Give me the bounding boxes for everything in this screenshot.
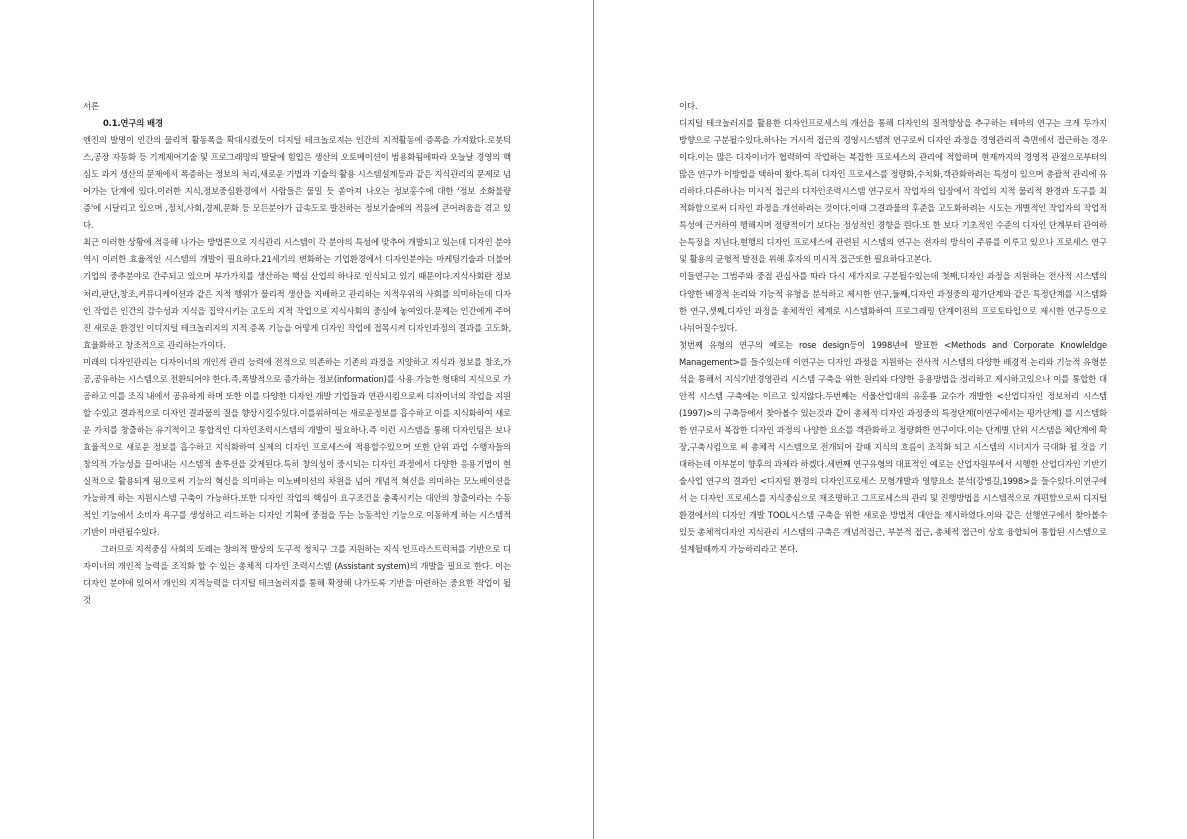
paragraph: 엔진의 발명이 인간의 물리적 활동폭을 확대시켰듯이 디지털 테크놀로지는 인간의 지적활동에 증폭을 가져왔다.로봇틱스,공장 자동화 등 기계제어기술 및 프로그래밍의 발달에 힘입은 생산의 오토메이션이 범용화됨에따라 오늘날 경영의 핵심도 과거 생산의 문제에서 폭증하는 정보의 처리,새로운 기법과 기술의 활용 시스템설계등과 같은 지식관리의 문제로 넘어가는 단계에 있다.이러한 지식,정보중심환경에서 사람들은 물밀 듯 쏟아져 나오는 정보홍수에 대한 '정보 소화불량증'에 시달리고 있으며 ,정치,사회,경제,문화 등 모든분야가 급속도로 발전하는 정보기술에의 적응에 큰어려움을 겪고 있다.: [83, 135, 511, 231]
paragraph: 그러므로 지적중심 사회의 도래는 창의적 발상의 도구적 정치구 그를 지원하는 지식 인프라스트럭쳐를 기반으로 디자이너의 개인적 능력을 조직화 할 수 있는 총체적 디자인 조력시스템 (Assistant system)의 개발을 필요로 한다. 이는 디자인 분야에 있어서 개인의 지적능력을 디지털 테크놀러지를 통해 확장해 나가도록 기반을 마련하는 중요한 작업이 될것: [83, 544, 511, 606]
paragraph: 최근 이러한 상황에 적응해 나가는 방법론으로 지식관리 시스템이 각 분야의 특성에 맞추어 개발되고 있는데 디자인 분야 역시 이러한 효율적인 시스템의 개발이 필요하다.21세기의 변화하는 기업환경에서 디자인분야는 마케팅기술과 더불어 기업의 중추분야로 간주되고 있으며 부가가치를 생산하는 핵심 산업의 하나로 인식되고 있기 때문이다.지식사회란 정보처리,판단,창조,커뮤니케이션과 같은 지적 행위가 물리적 생산을 지배하고 관리하는 지적우위의 사회를 의미하는데 디자인 작업은 인간의 감수성과 지식을 집약시키는 고도의 지적 작업으로 지식사회의 중심에 놓여있다.문제는 인간에게 주어진 새로운 환경인 이디지털 테크놀러지의 지적 증폭 기능을 어떻게 디자인 작업에 접목시켜 디자인과정의 결과를 고도화,효율화하고 창조적으로 관리하는가이다.: [83, 237, 511, 350]
paragraph: 이다.: [679, 101, 698, 111]
right-text-column: [679, 98, 1107, 558]
paragraph: 이들연구는 그범주와 중점 관심사를 따라 다시 세가지로 구분될수있는데 첫째,디자인 과정을 지원하는 전사적 시스템의 다양한 배경적 논리와 기능적 유형을 분석하고 제시한 연구,둘째,디자인 과정중의 평가단계와 같은 특정단계를 시스템화한 연구,셋째,디자인 과정을 총체적인 체계로 시스템화하여 프로그래밍 단계이전의 프로토타입으로 제시한 연구등으로 나뉘어질수있다.: [679, 271, 1107, 333]
left-page: [0, 0, 593, 839]
paragraph: 디지털 테크놀러지를 활용한 디자인프로세스의 개선을 통해 디자인의 질적향상을 추구하는 테마의 연구는 크게 두가지 방향으로 구분될수있다.하나는 거시적 접근의 경영시스템적 연구로써 디자인 과정을 경영관리적 측면에서 접근하는 경우이다.이는 많은 디자이너가 협력하여 작업하는 복잡한 프로세스의 관리에 적합하며 현재까지의 경영적 관점으로부터의 많은 연구가 이방법을 택하여 왔다.특히 디자인 프로세스를 정량화,수치화,객관화하려는 특성이 있으며 총괄적 관리에 유리하다.다른하나는 미시적 접근의 디자인조력시스템 연구로서 작업자의 입장에서 작업의 지적 물리적 환경과 도구를 최적화함으로써 디자인 과정을 개선하려는 것이다.이때 그결과물의 후준을 고도화하려는 시도는 개별적인 작업자의 작업적 특성에 근거하여 행해지며 정량적이기 보다는 정성적인 경향을 띈다.또 한 보다 기초적인 수준의 디자인 단계부터 관여하는특징을 지닌다.현행의 디자인 프로세스에 관련된 시스템의 연구는 전자의 방식이 주류를 이루고 있으나 프로세스 연구 및 활용의 균형적 발전을 위해 후자의 미시적 접근또한 필요하다고본다.: [679, 118, 1107, 265]
left-text-column: [83, 98, 511, 609]
section-heading: 서론: [83, 101, 99, 111]
paragraph: 미래의 디자인관리는 디자이너의 개인적 관리 능력에 전적으로 의존하는 기존의 과정을 지양하고 지식과 정보를 창조,가공,공유하는 시스템으로 전환되어야 한다.즉,폭발적으로 증가하는 정보(information)를 사용 가능한 형태의 지식으로 가공하고 이를 조직 내에서 공유하게 하며 또한 이를 다양한 디자인 개발 기업들과 연관시킴으로써 디자이너의 작업을 지원할 수있고 결과적으로 디자인 결과물의 질을 향상시킬수있다.이를위하여는 새로운정보를 흡수하고 이를 지식화하여 새로운 가치를 창출하는 유기적이고 통합적인 디자인조력시스템의 개발이 필요하나.즉 이런 시스템을 통해 디자인팀은 보나 효율적으로 새로운 정보를 흡수하고 지식화하여 실제의 디자인 프로세스에 적용할수있으며 또한 단위 과업 수행자들의 창의적 가능성을 끌어내는 시스템적 솔루션을 갖게된다.특히 창의성이 중시되는 디자인 과정에서 다양한 응용기법이 현실적으로 활용되게 됨으로써 기능의 혁신을 의미하는 이노베이션의 차원을 넘어 개념적 혁신을 의미하는 모노베이션을 가능하게 하는 지원시스템 구축이 가능하다.또한 디자인 작업의 핵심이 요구조건을 충족시키는 대안의 창출이라는 수동적인 기능에서 소비자 욕구를 생성하고 리드하는 디자인 기획에 중점을 두는 능동적인 기능으로 이동하게 하는 시스템적 기반이 마련될수있다.: [83, 356, 511, 538]
subsection-heading: 0.1.연구의 배경: [103, 118, 163, 129]
right-page: [594, 0, 1187, 839]
paragraph: 첫번째 유형의 연구의 예로는 rose design등이 1998년에 발표한 <Methods and Corporate Knowleldge Management>를 들수있는데 이연구는 디자인 과정을 지원하는 전사적 시스템의 다양한 배경적 논리와 기능적 유형분석을 통해서 지식기반경영관리 시스템 구축을 위한 원리와 다양한 응용방법을 정리하고 제시하고있으나 이를 통합한 대안적 시스템 구축에는 이르고 있지않다.두번째는 서울산업대의 유홍룡 교수가 개발한 <산업디자인 정보처리 시스템(1997)>의 구축등에서 찾아볼수 있는것과 같이 총체적 디자인 과정중의 특정단계(이연구에서는 평가단계) 를 시스템화한 연구로서 복잡한 디자인 과정의 나양한 요소를 객관화하고 정량화한 연구이다.이는 단계별 단위 시스템을 체단계에 확장,구축시킴으로 써 총체적 시스템으로 전개되어 갈때 지식의 흐름이 조직화 되고 시스템의 시너지가 극대화 될 것을 기대하는데 이부분이 향후의 과제라 하겠다.세번째 연구유형의 대표적인 예로는 산업자원부에서 시행한 산업디자인 기반기술사업 연구의 결과인 <디지털 환경의 디자인프로세스 모형개발과 영향요소 분석(강병길,1998>을 들수있다.이연구에서 는 디자인 프로세스를 지식중심으로 재조명하고 그프로세스의 관리 및 진행방법을 시스템적으로 개편함으로써 디지털 환경에서의 디자인 개발 TOOL시스템 구축을 위한 새로운 방법적 대안을 제시하였다.이와 같은 선행연구에서 찾아볼수있듯 총체적디자인 지식관리 시스템의 구축은 개념적접근, 부분적 접근, 총체적 접근이 상호 융합되어 통합된 시스템으로 설계될때까지 가능하리라고 본다.: [679, 339, 1107, 555]
